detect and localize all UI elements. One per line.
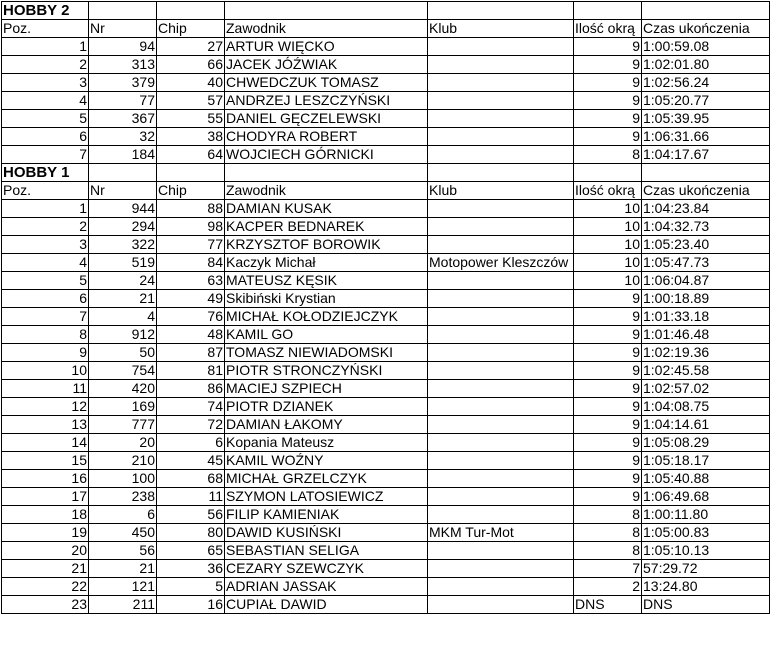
table-row	[2, 488, 770, 506]
results-sheet	[1, 1, 770, 614]
cell-position: 1	[2, 38, 89, 56]
cell-laps: 9	[574, 344, 642, 362]
table-row	[2, 470, 770, 488]
cell-laps: 10	[574, 272, 642, 290]
cell-finish-time: 1:06:49.68	[642, 488, 770, 506]
cell-rider: MICHAŁ KOŁODZIEJCZYK	[225, 308, 428, 326]
empty-cell	[157, 164, 225, 182]
cell-number: 944	[89, 200, 157, 218]
cell-rider: WOJCIECH GÓRNICKI	[225, 146, 428, 164]
header-club: Klub	[428, 182, 574, 200]
cell-chip: 64	[157, 146, 225, 164]
cell-position: 13	[2, 416, 89, 434]
cell-finish-time: 1:05:08.29	[642, 434, 770, 452]
cell-number: 379	[89, 74, 157, 92]
cell-chip: 57	[157, 92, 225, 110]
cell-club	[428, 92, 574, 110]
cell-rider: CHWEDCZUK TOMASZ	[225, 74, 428, 92]
cell-number: 94	[89, 38, 157, 56]
cell-position: 1	[2, 200, 89, 218]
cell-laps: 7	[574, 560, 642, 578]
cell-finish-time: 1:05:18.17	[642, 452, 770, 470]
cell-chip: 40	[157, 74, 225, 92]
cell-club	[428, 110, 574, 128]
cell-rider: DAMIAN ŁAKOMY	[225, 416, 428, 434]
cell-rider: PIOTR STRONCZYŃSKI	[225, 362, 428, 380]
table-row	[2, 38, 770, 56]
cell-club	[428, 380, 574, 398]
cell-position: 6	[2, 128, 89, 146]
table-row	[2, 506, 770, 524]
cell-position: 7	[2, 146, 89, 164]
cell-finish-time: 1:02:19.36	[642, 344, 770, 362]
cell-laps: 9	[574, 362, 642, 380]
cell-number: 777	[89, 416, 157, 434]
cell-number: 322	[89, 236, 157, 254]
cell-number: 56	[89, 542, 157, 560]
cell-position: 20	[2, 542, 89, 560]
cell-laps: 9	[574, 290, 642, 308]
cell-finish-time: 1:02:57.02	[642, 380, 770, 398]
section-title: HOBBY 2	[2, 2, 89, 20]
cell-number: 50	[89, 344, 157, 362]
header-laps: Ilość okrą	[574, 182, 642, 200]
cell-laps: 8	[574, 542, 642, 560]
cell-finish-time: 1:02:01.80	[642, 56, 770, 74]
cell-position: 23	[2, 596, 89, 614]
cell-position: 5	[2, 272, 89, 290]
empty-cell	[428, 164, 574, 182]
cell-number: 754	[89, 362, 157, 380]
cell-chip: 56	[157, 506, 225, 524]
cell-position: 11	[2, 380, 89, 398]
table-row	[2, 218, 770, 236]
cell-number: 21	[89, 290, 157, 308]
cell-position: 15	[2, 452, 89, 470]
cell-number: 184	[89, 146, 157, 164]
cell-club	[428, 578, 574, 596]
cell-number: 210	[89, 452, 157, 470]
table-row	[2, 290, 770, 308]
cell-rider: CUPIAŁ DAWID	[225, 596, 428, 614]
cell-rider: KACPER BEDNAREK	[225, 218, 428, 236]
header-finish-time: Czas ukończenia	[642, 182, 770, 200]
header-position: Poz.	[2, 182, 89, 200]
table-row	[2, 578, 770, 596]
cell-finish-time: 13:24.80	[642, 578, 770, 596]
cell-chip: 16	[157, 596, 225, 614]
cell-club	[428, 308, 574, 326]
cell-number: 21	[89, 560, 157, 578]
cell-chip: 38	[157, 128, 225, 146]
table-row	[2, 254, 770, 272]
cell-position: 3	[2, 74, 89, 92]
cell-position: 5	[2, 110, 89, 128]
cell-number: 294	[89, 218, 157, 236]
cell-chip: 6	[157, 434, 225, 452]
cell-position: 21	[2, 560, 89, 578]
cell-laps: 9	[574, 398, 642, 416]
cell-chip: 63	[157, 272, 225, 290]
cell-rider: MICHAŁ GRZELCZYK	[225, 470, 428, 488]
cell-club	[428, 236, 574, 254]
cell-laps: DNS	[574, 596, 642, 614]
cell-laps: 2	[574, 578, 642, 596]
section-title-row	[2, 2, 770, 20]
cell-rider: KAMIL GO	[225, 326, 428, 344]
table-row	[2, 560, 770, 578]
cell-rider: FILIP KAMIENIAK	[225, 506, 428, 524]
cell-club	[428, 344, 574, 362]
header-position: Poz.	[2, 20, 89, 38]
empty-cell	[574, 2, 642, 20]
cell-rider: SEBASTIAN SELIGA	[225, 542, 428, 560]
table-row	[2, 146, 770, 164]
cell-club	[428, 452, 574, 470]
cell-chip: 66	[157, 56, 225, 74]
table-row	[2, 308, 770, 326]
section-title-row	[2, 164, 770, 182]
cell-finish-time: 57:29.72	[642, 560, 770, 578]
cell-rider: MACIEJ SZPIECH	[225, 380, 428, 398]
cell-finish-time: 1:04:23.84	[642, 200, 770, 218]
cell-rider: SZYMON LATOSIEWICZ	[225, 488, 428, 506]
cell-finish-time: 1:04:14.61	[642, 416, 770, 434]
cell-position: 4	[2, 254, 89, 272]
cell-finish-time: 1:04:17.67	[642, 146, 770, 164]
cell-finish-time: 1:05:47.73	[642, 254, 770, 272]
table-row	[2, 326, 770, 344]
cell-rider: Skibiński Krystian	[225, 290, 428, 308]
cell-club	[428, 416, 574, 434]
table-row	[2, 362, 770, 380]
cell-number: 420	[89, 380, 157, 398]
cell-chip: 68	[157, 470, 225, 488]
cell-laps: 8	[574, 506, 642, 524]
cell-chip: 55	[157, 110, 225, 128]
cell-chip: 36	[157, 560, 225, 578]
table-row	[2, 92, 770, 110]
cell-finish-time: 1:06:31.66	[642, 128, 770, 146]
empty-cell	[89, 2, 157, 20]
cell-chip: 84	[157, 254, 225, 272]
cell-chip: 77	[157, 236, 225, 254]
cell-position: 4	[2, 92, 89, 110]
cell-club	[428, 290, 574, 308]
cell-chip: 65	[157, 542, 225, 560]
table-row	[2, 110, 770, 128]
cell-number: 20	[89, 434, 157, 452]
cell-laps: 9	[574, 416, 642, 434]
cell-number: 77	[89, 92, 157, 110]
empty-cell	[642, 2, 770, 20]
table-row	[2, 56, 770, 74]
header-club: Klub	[428, 20, 574, 38]
cell-finish-time: 1:06:04.87	[642, 272, 770, 290]
table-row	[2, 200, 770, 218]
empty-cell	[225, 164, 428, 182]
cell-chip: 98	[157, 218, 225, 236]
empty-cell	[225, 2, 428, 20]
cell-laps: 9	[574, 470, 642, 488]
header-laps: Ilość okrą	[574, 20, 642, 38]
cell-laps: 9	[574, 74, 642, 92]
cell-position: 12	[2, 398, 89, 416]
cell-laps: 9	[574, 308, 642, 326]
cell-finish-time: 1:01:33.18	[642, 308, 770, 326]
cell-chip: 81	[157, 362, 225, 380]
table-row	[2, 128, 770, 146]
cell-number: 912	[89, 326, 157, 344]
cell-laps: 9	[574, 488, 642, 506]
cell-laps: 9	[574, 56, 642, 74]
cell-position: 16	[2, 470, 89, 488]
cell-chip: 27	[157, 38, 225, 56]
cell-number: 313	[89, 56, 157, 74]
cell-rider: CEZARY SZEWCZYK	[225, 560, 428, 578]
cell-club	[428, 398, 574, 416]
cell-finish-time: 1:04:08.75	[642, 398, 770, 416]
cell-position: 17	[2, 488, 89, 506]
cell-chip: 87	[157, 344, 225, 362]
cell-laps: 10	[574, 254, 642, 272]
cell-laps: 10	[574, 236, 642, 254]
header-number: Nr	[89, 182, 157, 200]
cell-position: 8	[2, 326, 89, 344]
cell-rider: ADRIAN JASSAK	[225, 578, 428, 596]
cell-number: 519	[89, 254, 157, 272]
cell-laps: 9	[574, 110, 642, 128]
cell-rider: Kopania Mateusz	[225, 434, 428, 452]
cell-club	[428, 560, 574, 578]
cell-club	[428, 434, 574, 452]
cell-finish-time: 1:01:46.48	[642, 326, 770, 344]
cell-club	[428, 506, 574, 524]
header-rider: Zawodnik	[225, 20, 428, 38]
cell-rider: KAMIL WOŹNY	[225, 452, 428, 470]
cell-finish-time: 1:00:11.80	[642, 506, 770, 524]
cell-rider: Kaczyk Michał	[225, 254, 428, 272]
table-row	[2, 542, 770, 560]
cell-rider: KRZYSZTOF BOROWIK	[225, 236, 428, 254]
cell-number: 169	[89, 398, 157, 416]
cell-position: 2	[2, 56, 89, 74]
empty-cell	[157, 2, 225, 20]
cell-number: 32	[89, 128, 157, 146]
empty-cell	[642, 164, 770, 182]
cell-rider: JACEK JÓŹWIAK	[225, 56, 428, 74]
results-sheet-body	[2, 2, 770, 614]
cell-laps: 9	[574, 128, 642, 146]
cell-laps: 10	[574, 218, 642, 236]
cell-finish-time: 1:05:40.88	[642, 470, 770, 488]
cell-position: 7	[2, 308, 89, 326]
cell-club	[428, 488, 574, 506]
cell-number: 121	[89, 578, 157, 596]
cell-number: 6	[89, 506, 157, 524]
cell-club	[428, 272, 574, 290]
cell-club	[428, 596, 574, 614]
cell-rider: CHODYRA ROBERT	[225, 128, 428, 146]
cell-laps: 9	[574, 452, 642, 470]
cell-club	[428, 56, 574, 74]
cell-finish-time: 1:05:10.13	[642, 542, 770, 560]
header-row	[2, 182, 770, 200]
cell-finish-time: 1:02:56.24	[642, 74, 770, 92]
cell-club	[428, 542, 574, 560]
cell-number: 238	[89, 488, 157, 506]
header-rider: Zawodnik	[225, 182, 428, 200]
cell-number: 211	[89, 596, 157, 614]
header-row	[2, 20, 770, 38]
cell-club	[428, 38, 574, 56]
header-finish-time: Czas ukończenia	[642, 20, 770, 38]
cell-chip: 49	[157, 290, 225, 308]
cell-finish-time: 1:00:18.89	[642, 290, 770, 308]
cell-finish-time: 1:05:23.40	[642, 236, 770, 254]
cell-number: 24	[89, 272, 157, 290]
cell-club	[428, 470, 574, 488]
table-row	[2, 452, 770, 470]
cell-rider: PIOTR DZIANEK	[225, 398, 428, 416]
cell-finish-time: 1:05:20.77	[642, 92, 770, 110]
cell-position: 10	[2, 362, 89, 380]
section-title: HOBBY 1	[2, 164, 89, 182]
cell-finish-time: 1:04:32.73	[642, 218, 770, 236]
cell-rider: MATEUSZ KĘSIK	[225, 272, 428, 290]
table-row	[2, 380, 770, 398]
cell-finish-time: 1:02:45.58	[642, 362, 770, 380]
cell-chip: 86	[157, 380, 225, 398]
cell-club	[428, 128, 574, 146]
table-row	[2, 416, 770, 434]
cell-club	[428, 200, 574, 218]
cell-club	[428, 362, 574, 380]
cell-laps: 10	[574, 200, 642, 218]
header-chip: Chip	[157, 182, 225, 200]
cell-chip: 5	[157, 578, 225, 596]
cell-laps: 9	[574, 326, 642, 344]
cell-number: 367	[89, 110, 157, 128]
cell-club: MKM Tur-Mot	[428, 524, 574, 542]
cell-number: 4	[89, 308, 157, 326]
cell-laps: 9	[574, 380, 642, 398]
cell-laps: 8	[574, 146, 642, 164]
cell-finish-time: 1:05:00.83	[642, 524, 770, 542]
table-row	[2, 524, 770, 542]
header-number: Nr	[89, 20, 157, 38]
cell-rider: ANDRZEJ LESZCZYŃSKI	[225, 92, 428, 110]
table-row	[2, 596, 770, 614]
cell-number: 450	[89, 524, 157, 542]
table-row	[2, 236, 770, 254]
cell-position: 3	[2, 236, 89, 254]
cell-finish-time: DNS	[642, 596, 770, 614]
cell-position: 9	[2, 344, 89, 362]
table-row	[2, 272, 770, 290]
cell-club	[428, 326, 574, 344]
cell-rider: DAWID KUSIŃSKI	[225, 524, 428, 542]
cell-rider: DANIEL GĘCZELEWSKI	[225, 110, 428, 128]
cell-chip: 88	[157, 200, 225, 218]
cell-laps: 9	[574, 434, 642, 452]
cell-position: 2	[2, 218, 89, 236]
cell-chip: 74	[157, 398, 225, 416]
table-row	[2, 434, 770, 452]
cell-position: 18	[2, 506, 89, 524]
cell-chip: 76	[157, 308, 225, 326]
cell-chip: 72	[157, 416, 225, 434]
table-row	[2, 74, 770, 92]
cell-chip: 45	[157, 452, 225, 470]
cell-chip: 11	[157, 488, 225, 506]
table-row	[2, 398, 770, 416]
cell-laps: 8	[574, 524, 642, 542]
cell-position: 22	[2, 578, 89, 596]
cell-club: Motopower Kleszczów	[428, 254, 574, 272]
cell-rider: TOMASZ NIEWIADOMSKI	[225, 344, 428, 362]
table-row	[2, 344, 770, 362]
empty-cell	[428, 2, 574, 20]
cell-club	[428, 146, 574, 164]
header-chip: Chip	[157, 20, 225, 38]
empty-cell	[574, 164, 642, 182]
cell-rider: ARTUR WIĘCKO	[225, 38, 428, 56]
cell-number: 100	[89, 470, 157, 488]
cell-position: 14	[2, 434, 89, 452]
cell-club	[428, 74, 574, 92]
cell-laps: 9	[574, 92, 642, 110]
cell-chip: 48	[157, 326, 225, 344]
cell-chip: 80	[157, 524, 225, 542]
empty-cell	[89, 164, 157, 182]
cell-rider: DAMIAN KUSAK	[225, 200, 428, 218]
cell-laps: 9	[574, 38, 642, 56]
cell-position: 6	[2, 290, 89, 308]
cell-club	[428, 218, 574, 236]
cell-finish-time: 1:05:39.95	[642, 110, 770, 128]
cell-finish-time: 1:00:59.08	[642, 38, 770, 56]
cell-position: 19	[2, 524, 89, 542]
